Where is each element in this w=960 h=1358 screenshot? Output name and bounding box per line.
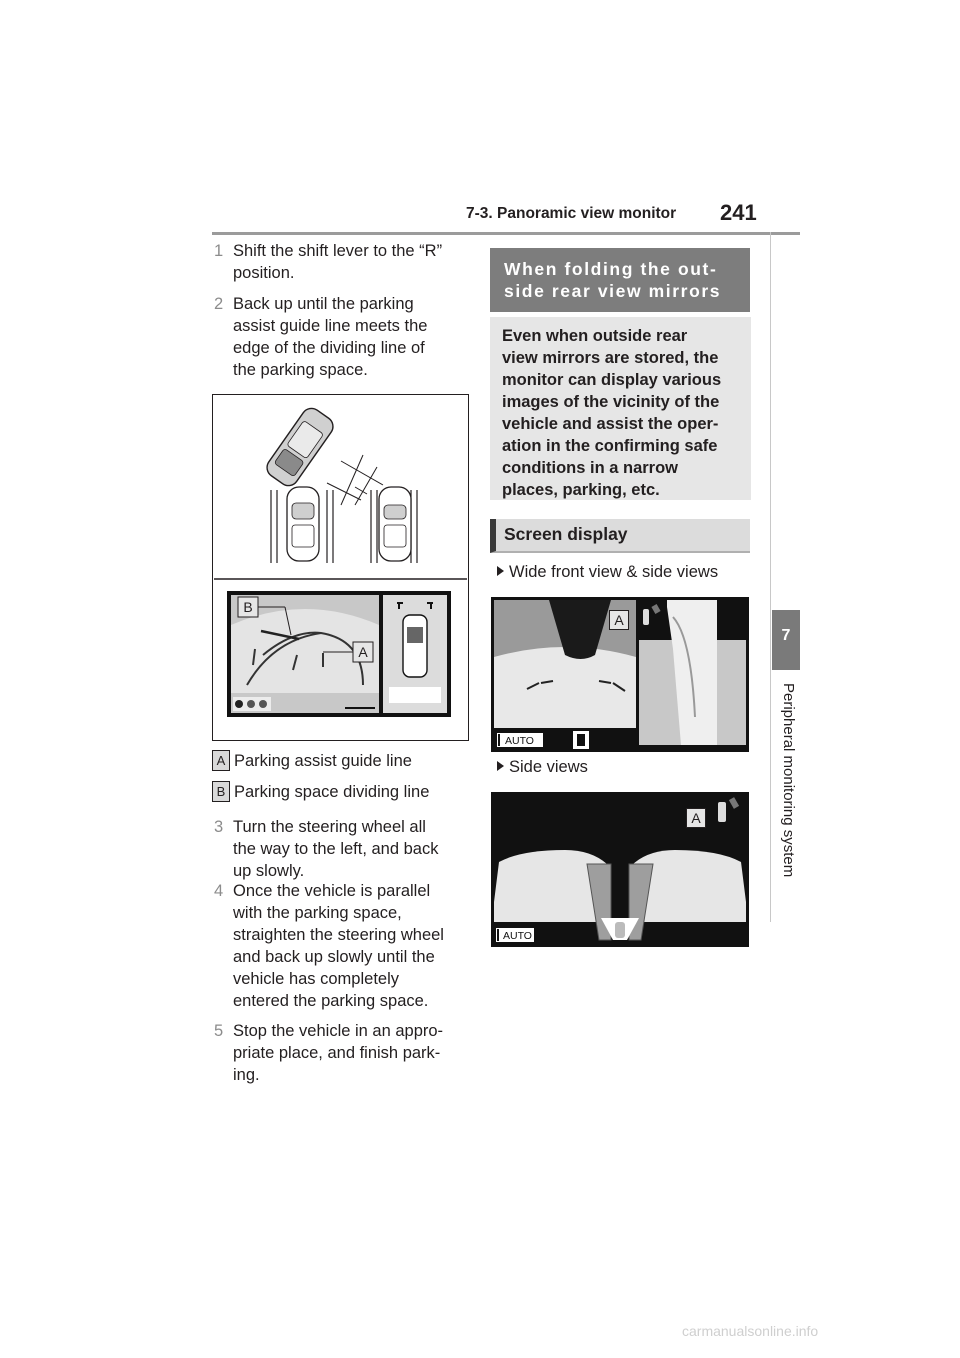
- section-heading: [490, 248, 750, 312]
- step-number: 5: [214, 1022, 224, 1040]
- step-4: [214, 880, 483, 1012]
- monitor-screen: [227, 591, 451, 717]
- reversing-vehicle: [263, 404, 337, 489]
- step-text-line: with the parking space,: [233, 904, 402, 922]
- step-text-line: position.: [233, 264, 295, 282]
- step-text-line: Once the vehicle is parallel: [233, 882, 431, 900]
- parking-illustration: [213, 395, 468, 740]
- step-3: [214, 816, 483, 882]
- bullet-arrow-icon: [497, 761, 504, 771]
- legend-text: Parking assist guide line: [234, 752, 412, 770]
- info-line: Even when outside rear: [502, 327, 688, 345]
- step-text-line: straighten the steering wheel: [233, 926, 444, 944]
- screen-display-heading: Screen display: [490, 519, 750, 553]
- label-a-text: A: [358, 644, 368, 660]
- step-text-line: vehicle has completely: [233, 970, 399, 988]
- step-number: 2: [214, 295, 224, 313]
- step-1: [214, 240, 483, 284]
- header-rule: [212, 232, 800, 235]
- bullet-side-views: [497, 756, 588, 778]
- step-text-line: Turn the steering wheel all: [233, 818, 426, 836]
- step-text-line: edge of the dividing line of: [233, 339, 425, 357]
- info-line: images of the vicinity of the: [502, 393, 720, 411]
- chapter-title: Peripheral monitoring system: [780, 683, 797, 878]
- parked-car-left: [287, 487, 319, 561]
- legend-badge: A: [212, 750, 230, 771]
- step-text-line: the parking space.: [233, 361, 368, 379]
- footer-watermark: carmanualsonline.info: [682, 1323, 819, 1339]
- section-heading-line: When folding the out-: [504, 259, 718, 279]
- side-rule: [770, 232, 771, 922]
- info-line: places, parking, etc.: [502, 481, 660, 499]
- side-views-screen-image: [491, 792, 749, 947]
- info-line: ation in the confirming safe: [502, 437, 718, 455]
- info-line: conditions in a narrow: [502, 459, 679, 477]
- legend-item-a: [212, 750, 412, 772]
- step-text-line: Back up until the parking: [233, 295, 414, 313]
- label-b-text: B: [243, 599, 253, 615]
- info-line: monitor can display various: [502, 371, 722, 389]
- step-text-line: up slowly.: [233, 862, 305, 880]
- bullet-arrow-icon: [497, 566, 504, 576]
- step-text-line: the way to the left, and back: [233, 840, 439, 858]
- parking-figure: [212, 394, 469, 741]
- bullet-wide-front: [497, 561, 718, 583]
- auto-label: AUTO: [503, 930, 532, 942]
- legend-item-b: [212, 781, 429, 803]
- step-text-line: Stop the vehicle in an appro-: [233, 1022, 444, 1040]
- info-box: [490, 317, 751, 500]
- chapter-number: 7: [781, 627, 791, 644]
- bullet-text: Side views: [509, 758, 588, 776]
- step-number: 3: [214, 818, 224, 836]
- page-number: 241: [720, 200, 757, 225]
- step-number: 4: [214, 882, 224, 900]
- bullet-text: Wide front view & side views: [509, 563, 719, 581]
- section-heading-line: side rear view mirrors: [504, 281, 722, 301]
- step-text-line: and back up slowly until the: [233, 948, 435, 966]
- step-text-line: assist guide line meets the: [233, 317, 428, 335]
- info-line: view mirrors are stored, the: [502, 349, 719, 367]
- screen-label-a: A: [609, 610, 629, 630]
- step-text-line: priate place, and finish park-: [233, 1044, 441, 1062]
- parked-car-right: [379, 487, 411, 561]
- step-number: 1: [214, 242, 224, 260]
- legend-text: Parking space dividing line: [234, 783, 430, 801]
- legend-badge: B: [212, 781, 230, 802]
- step-5: [214, 1020, 483, 1086]
- wide-front-screen: [491, 597, 749, 752]
- auto-label: AUTO: [505, 735, 534, 747]
- step-text-line: entered the parking space.: [233, 992, 429, 1010]
- side-views-screen: [491, 792, 749, 947]
- screen-label-a: A: [686, 808, 706, 828]
- step-text-line: Shift the shift lever to the “R”: [233, 242, 443, 260]
- info-line: vehicle and assist the oper-: [502, 415, 719, 433]
- section-title: 7-3. Panoramic view monitor: [466, 205, 677, 222]
- step-2: [214, 293, 483, 381]
- step-text-line: ing.: [233, 1066, 260, 1084]
